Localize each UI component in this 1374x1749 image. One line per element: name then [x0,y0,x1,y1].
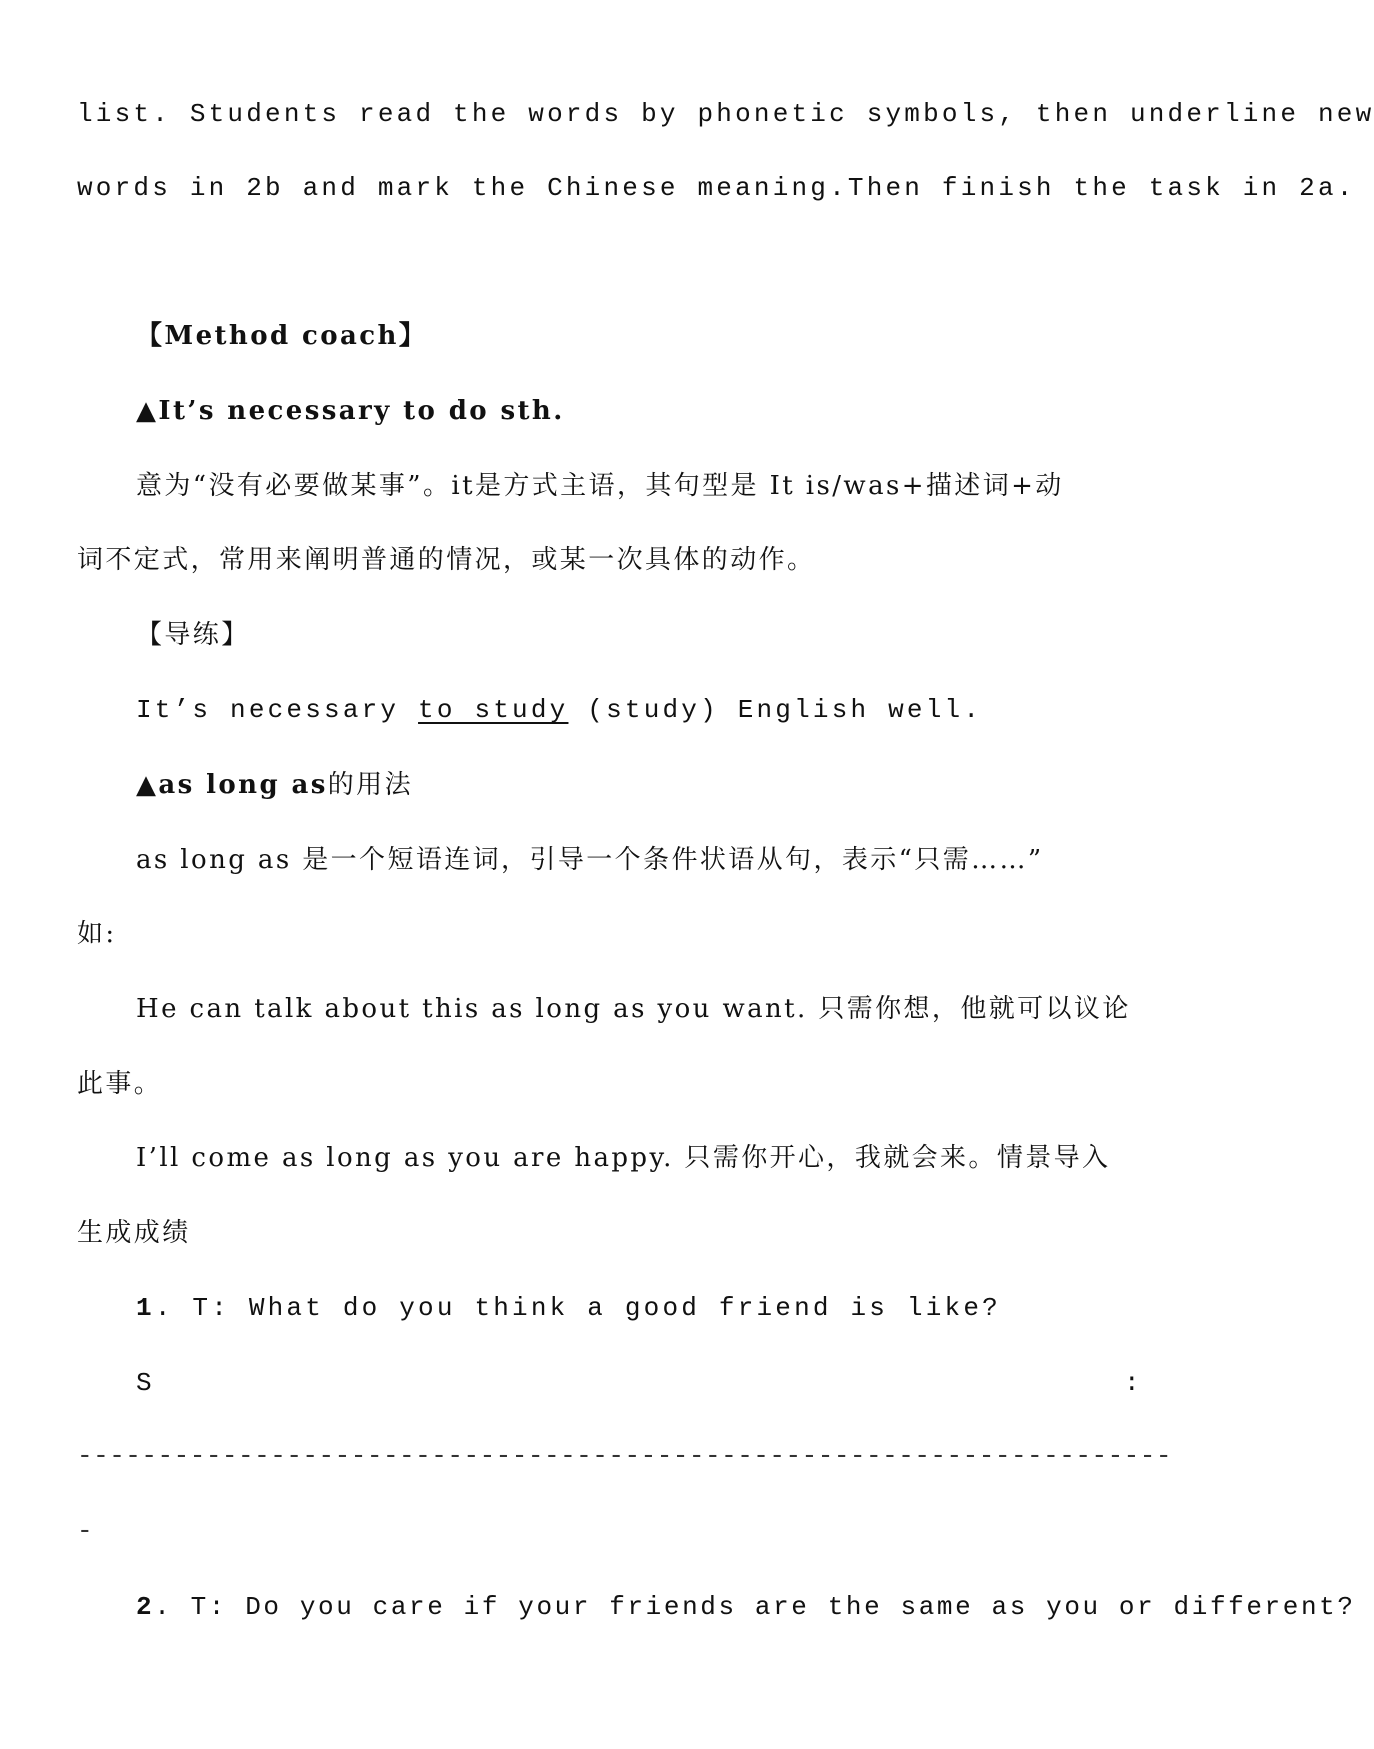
question-1-number: 1 [136,1293,155,1323]
example2-line-1: I’ll come as long as you are happy. 只需你开心，我就会来。情景导入 [136,1143,1111,1173]
question-2 [136,1591,1356,1623]
point1-desc-line-1: 意为“没有必要做某事”。it是方式主语，其句型是 It is/was+描述词+动 [136,471,1064,501]
question-2-text: . T: Do you care if your friends are the same as you or different? [154,1592,1356,1622]
question-2-number: 2 [136,1592,155,1622]
practice-sentence [136,694,982,726]
question-1-answer-colon: : [1124,1368,1140,1398]
question-1 [136,1292,1001,1324]
point1-desc-line-2: 词不定式，常用来阐明普通的情况，或某一次具体的动作。 [77,545,816,575]
question-1-answer-label: S [136,1368,155,1398]
question-1-text: . T: What do you think a good friend is like? [154,1293,1001,1323]
intro-line-2: words in 2b and mark the Chinese meaning.Then finish the task in 2a. [77,173,1356,203]
point2-title-rest: 的用法 [327,770,413,800]
practice-prefix: It’s necessary [136,695,419,725]
answer-blank-line-2: - [77,1516,93,1546]
answer-blank-line-1: -------------------------------------------------------------------- [77,1441,1172,1471]
practice-suffix: (study) English well. [587,695,983,725]
practice-heading: 【导练】 [136,620,250,650]
point1-title: ▲It’s necessary to do sth. [136,396,565,426]
point2-desc-line-2: 如: [77,919,117,949]
point2-title [136,769,413,801]
intro-line-1: list. Students read the words by phonetic symbols, then underline new [77,99,1374,129]
example1-line-1: He can talk about this as long as you want. 只需你想，他就可以议论 [136,994,1131,1024]
point2-title-bold: ▲as long as [136,770,328,800]
point2-desc-line-1: as long as 是一个短语连词，引导一个条件状语从句，表示“只需……” [136,845,1044,875]
example1-line-2: 此事。 [77,1069,163,1099]
example2-line-2: 生成成绩 [77,1218,191,1248]
practice-answer: to study [418,695,569,725]
method-coach-heading: 【Method coach】 [136,321,428,351]
